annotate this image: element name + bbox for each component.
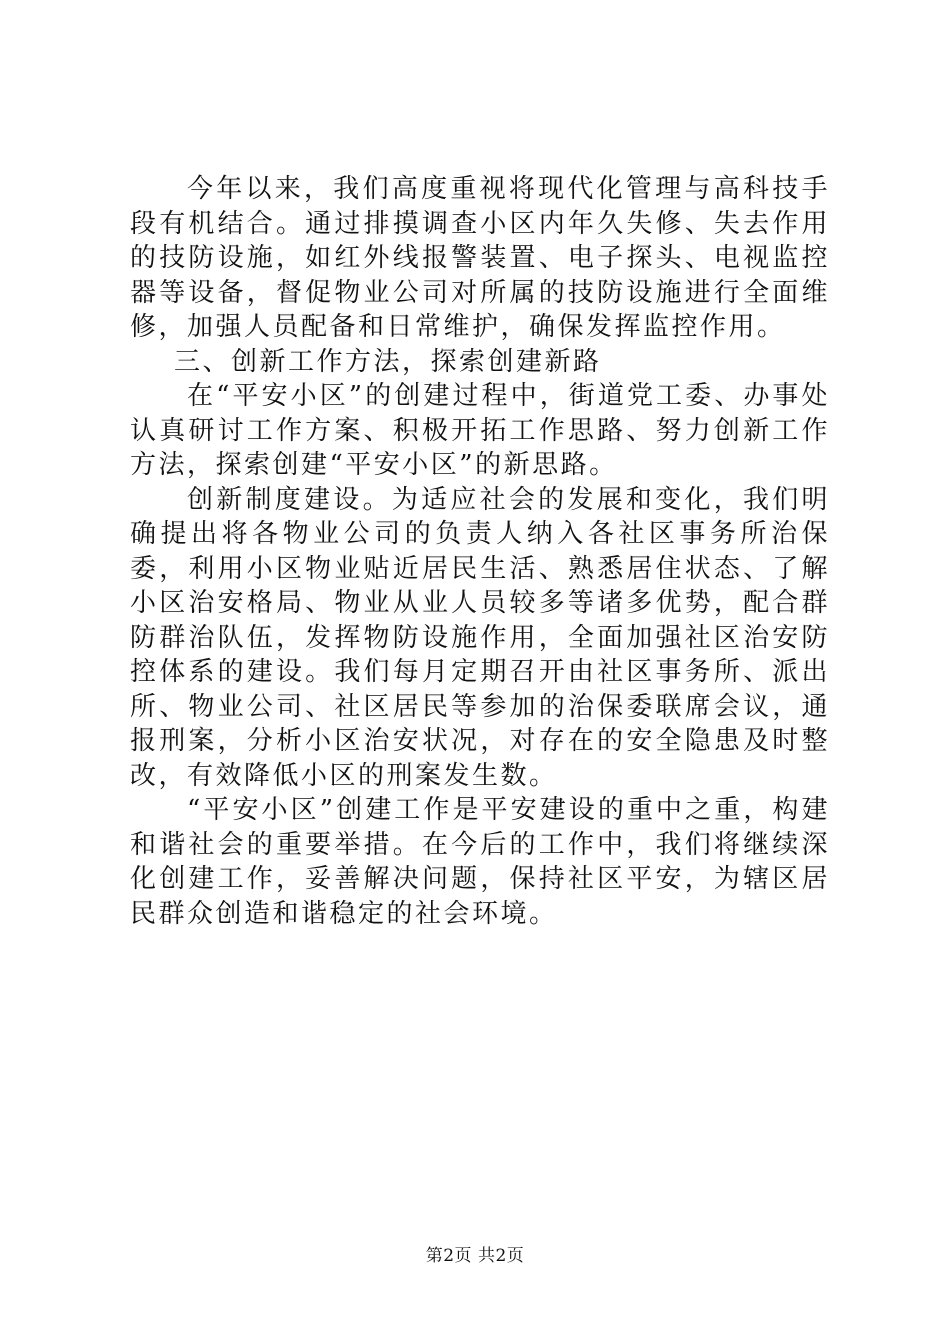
document-body: [130, 172, 830, 931]
paragraph-innovation: 在“平安小区”的创建过程中，街道党工委、办事处认真研讨工作方案、积极开拓工作思路、努力创新工作方法，探索创建“平安小区”的新思路。: [130, 381, 830, 480]
paragraph-conclusion: “平安小区”创建工作是平安建设的重中之重，构建和谐社会的重要举措。在今后的工作中，我们将继续深化创建工作，妥善解决问题，保持社区平安，为辖区居民群众创造和谐稳定的社会环境。: [130, 795, 830, 929]
page-footer: 第2页 共2页: [425, 1246, 525, 1266]
paragraph-tech-prevention: 今年以来，我们高度重视将现代化管理与高科技手段有机结合。通过排摸调查小区内年久失修、失去作用的技防设施，如红外线报警装置、电子探头、电视监控器等设备，督促物业公司对所属的技防设施进行全面维修，加强人员配备和日常维护，确保发挥监控作用。: [130, 174, 830, 342]
paragraph-system-building: 创新制度建设。为适应社会的发展和变化，我们明确提出将各物业公司的负责人纳入各社区事务所治保委，利用小区物业贴近居民生活、熟悉居住状态、了解小区治安格局、物业从业人员较多等诸多优势，配合群防群治队伍，发挥物防设施作用，全面加强社区治安防控体系的建设。我们每月定期召开由社区事务所、派出所、物业公司、社区居民等参加的治保委联席会议，通报刑案，分析小区治安状况，对存在的安全隐患及时整改，有效降低小区的刑案发生数。: [130, 484, 830, 791]
section-heading: 三、创新工作方法，探索创建新路: [174, 346, 602, 377]
